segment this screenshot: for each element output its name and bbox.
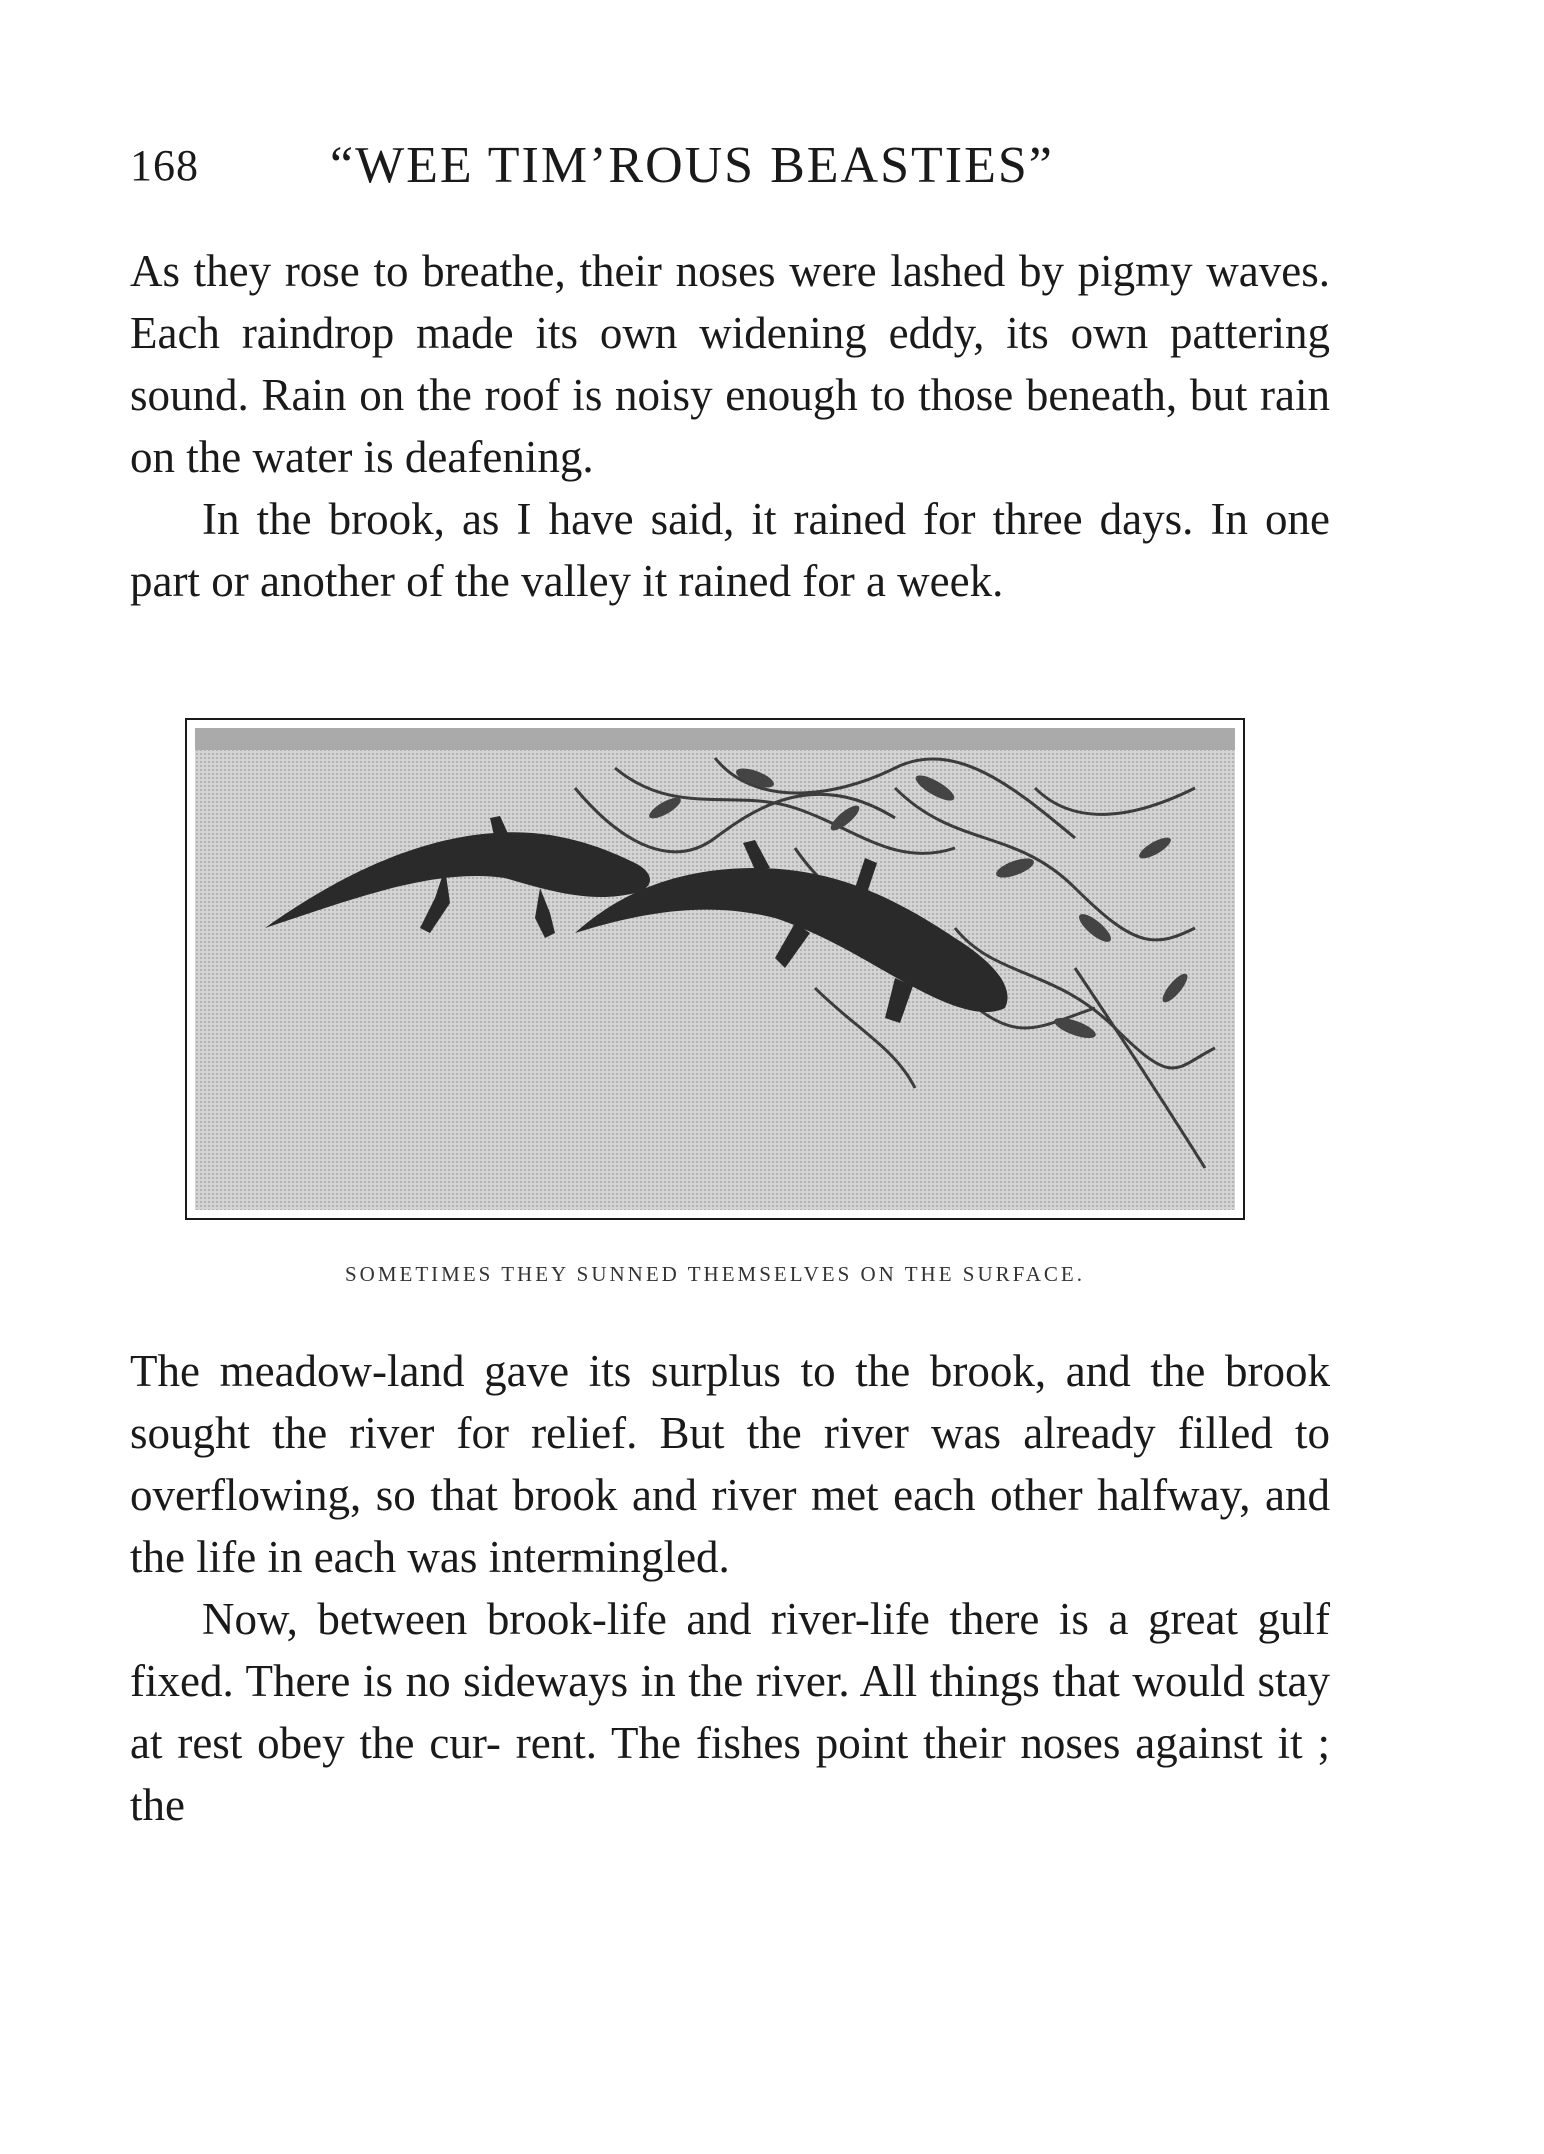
text-block-bottom: [130, 1340, 1330, 1836]
running-title: “WEE TIM’ROUS BEASTIES”: [330, 137, 1054, 194]
paragraph: The meadow-land gave its surplus to the brook, and the brook sought the river for relief. But the river was already filled to overflowing, so that brook and river met each other halfway, and the life in each was intermingled.: [130, 1346, 1330, 1582]
water-surface: [195, 728, 1235, 750]
figure-caption: SOMETIMES THEY SUNNED THEMSELVES ON THE SURFACE.: [344, 1262, 1086, 1286]
paragraph: In the brook, as I have said, it rained for three days. In one part or another of the valley it rained for a week.: [130, 494, 1330, 606]
text-block-top: [130, 240, 1330, 612]
page-number: 168: [130, 141, 199, 190]
paragraph: Now, between brook-life and river-life there is a great gulf fixed. There is no sideways in the river. All things that would stay at rest obey the cur- rent. The fishes point their noses against it ; the: [130, 1594, 1330, 1830]
paragraph: As they rose to breathe, their noses were lashed by pigmy waves. Each raindrop made its own widening eddy, its own pattering sound. Rain on the roof is noisy enough to those beneath, but rain on the water is deafening.: [130, 246, 1330, 482]
newts-photograph: [185, 718, 1245, 1220]
photo-illustration: [195, 728, 1235, 1210]
